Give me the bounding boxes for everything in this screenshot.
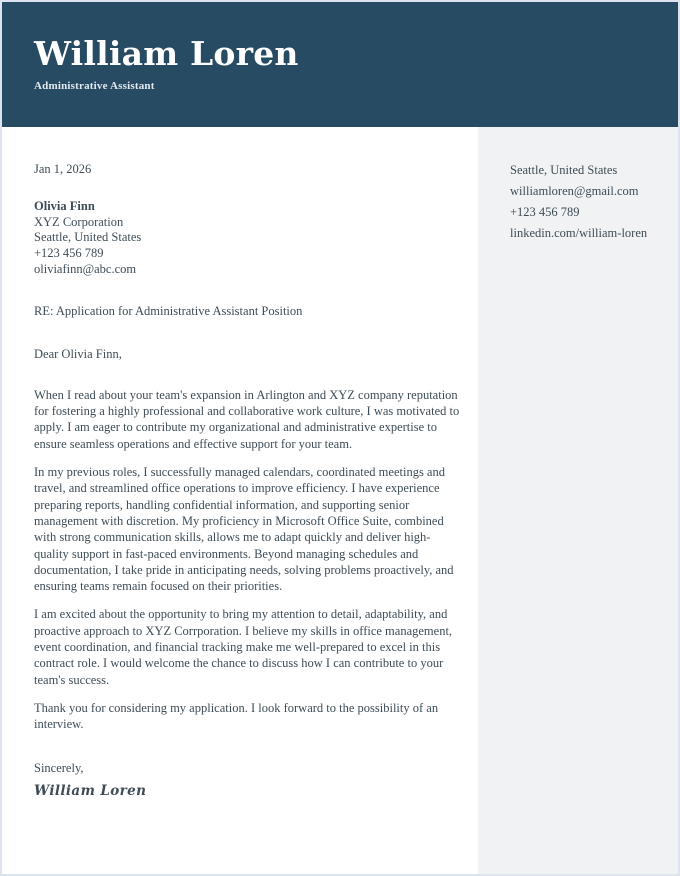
letter-paragraph: In my previous roles, I successfully managed calendars, coordinated meetings and travel, and streamlined office operations to improve efficiency. I have experience preparing reports, handling confidential information, and supporting senior management with discretion. My proficiency in Microsoft Office Suite, combined with strong communication skills, allows me to adapt quickly and deliver high-quality support in fast-paced environments. Beyond managing schedules and documentation, I take pride in anticipating needs, solving problems proactively, and ensuring teams remain focused on their priorities. [34, 465, 454, 594]
recipient-phone: +123 456 789 [34, 246, 104, 261]
recipient-name: Olivia Finn [34, 199, 95, 214]
letter-paragraph: I am excited about the opportunity to bring my attention to detail, adaptability, and proactive approach to XYZ Corrporation. I believe my skills in office management, event coordination, and financial tracking make me well-prepared to excel in this contract role. I would welcome the chance to discuss how I can contribute to your team's success. [34, 607, 453, 687]
salutation: Dear Olivia Finn, [34, 346, 122, 361]
letter-body [2, 127, 478, 874]
signature: William Loren [34, 782, 147, 799]
body-row [2, 127, 678, 874]
contact-email: williamloren@gmail.com [510, 184, 639, 198]
subject-line: RE: Application for Administrative Assistant Position [34, 304, 303, 319]
recipient-company: XYZ Corporation [34, 214, 124, 229]
letter-paragraph: When I read about your team's expansion in Arlington and XYZ company reputation for fostering a highly professional and collaborative work culture, I was motivated to apply. I am eager to contribute my organizational and administrative expertise to ensure seamless operations and effective support for your team. [34, 387, 460, 451]
header-band [2, 2, 678, 127]
contact-linkedin: linkedin.com/william-loren [510, 226, 648, 240]
letter-paragraph: Thank you for considering my application. I look forward to the possibility of an interview. [34, 700, 439, 732]
recipient-email: oliviafinn@abc.com [34, 261, 137, 276]
contact-phone: +123 456 789 [510, 205, 580, 219]
candidate-job-title: Administrative Assistant [34, 79, 155, 92]
letter-date: Jan 1, 2026 [34, 162, 92, 176]
letter-paragraphs [34, 387, 462, 733]
closing: Sincerely, [34, 760, 84, 775]
recipient-location: Seattle, United States [34, 230, 142, 245]
recipient-block [34, 199, 462, 277]
candidate-name: William Loren [34, 34, 299, 73]
contact-location: Seattle, United States [510, 163, 618, 177]
contact-sidebar [478, 127, 678, 874]
